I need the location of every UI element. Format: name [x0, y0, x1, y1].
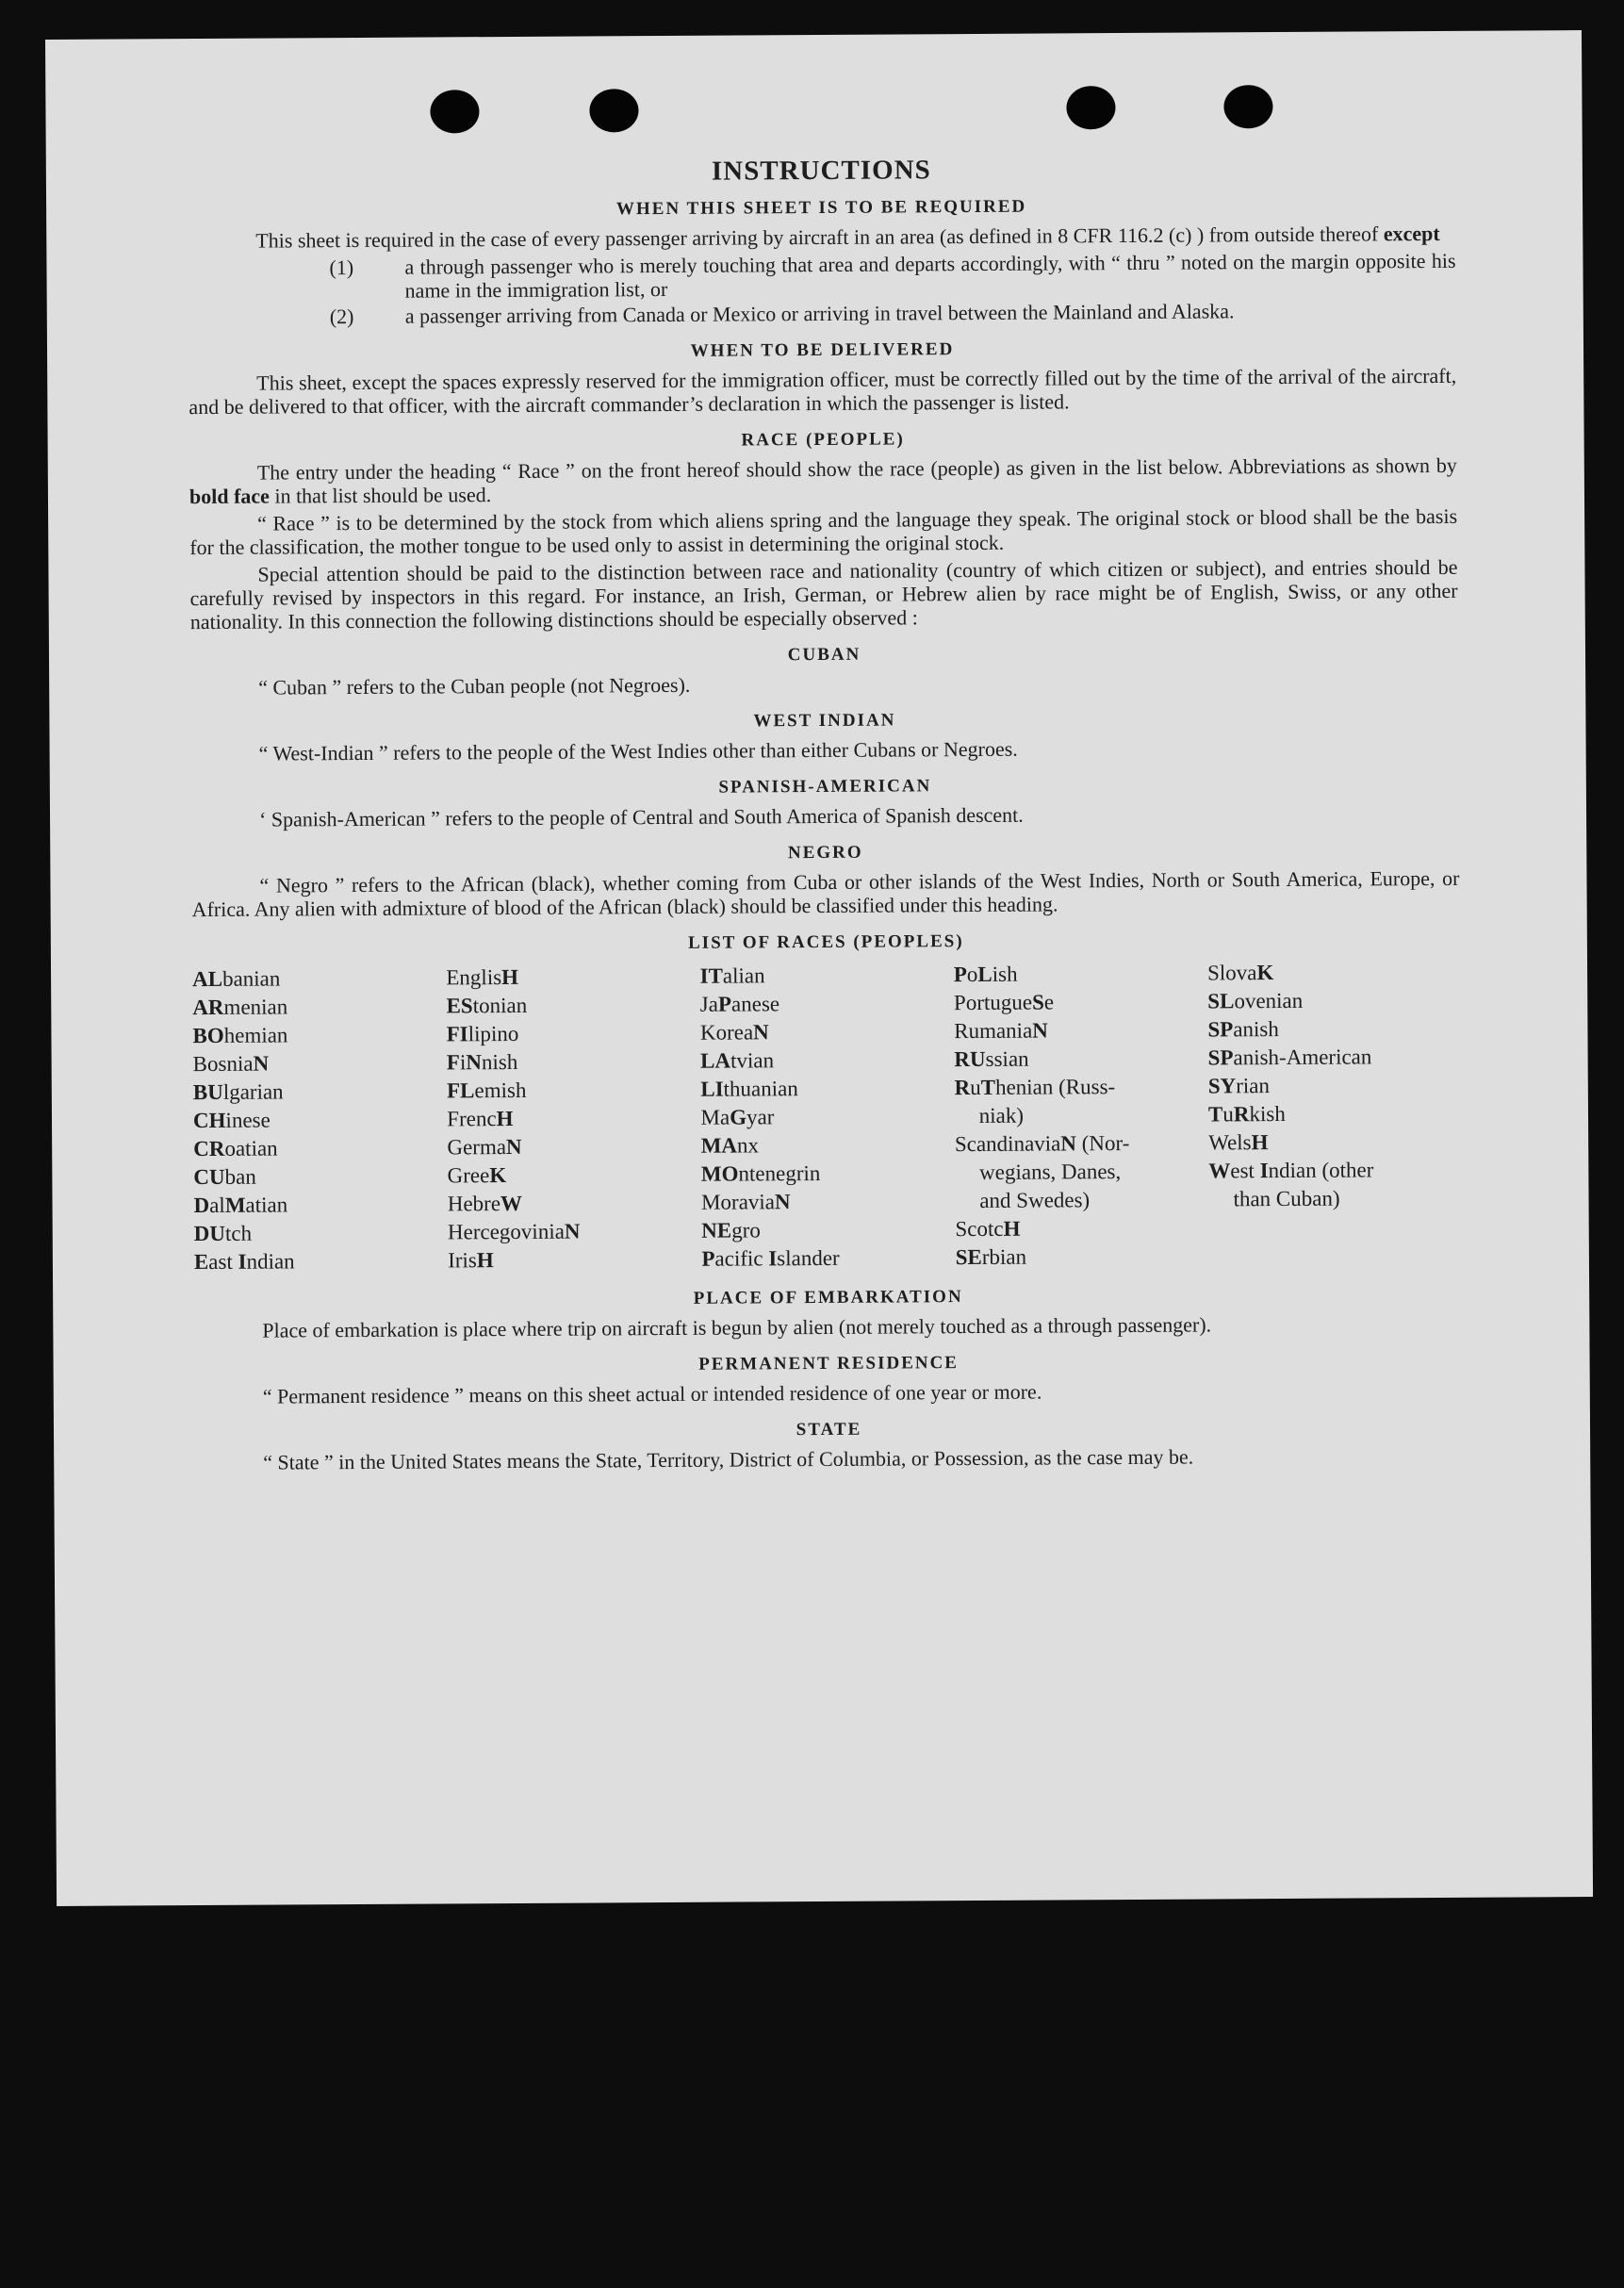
race-entry: wegians, Danes,	[979, 1160, 1122, 1184]
race-entry: RuThenian (Russ-	[954, 1075, 1116, 1100]
section-heading-state: STATE	[796, 1419, 862, 1440]
race-entry: EnglisH	[446, 964, 519, 990]
race-entry: SPanish-American	[1207, 1045, 1372, 1070]
punch-hole	[589, 89, 638, 132]
race-entry: ScandinaviaN (Nor-	[954, 1130, 1130, 1157]
race-entry: CRoatian	[193, 1136, 278, 1161]
race-entry: DalMatian	[193, 1193, 288, 1218]
list-item: (2) a passenger arriving from Canada or Mexico or arriving in travel between the Mainland and Alaska.	[329, 299, 1235, 329]
section-heading-spanish-american: SPANISH-AMERICAN	[718, 776, 932, 798]
race-entry: MaGyar	[700, 1105, 775, 1129]
race-entry: NEgro	[701, 1218, 761, 1243]
race-entry: KoreaN	[699, 1020, 769, 1045]
race-entry: GermaN	[447, 1134, 522, 1160]
race-entry: RumaniaN	[954, 1018, 1048, 1044]
section-heading-cuban: CUBAN	[787, 644, 861, 666]
race-entry: MAnx	[700, 1133, 760, 1158]
race-column	[192, 963, 447, 1276]
race-entry: PoLish	[953, 962, 1018, 987]
paragraph: ‘ Spanish-American ” refers to the people of Central and South America of Spanish descent.	[258, 802, 1024, 831]
race-entry: BUlgarian	[192, 1079, 284, 1105]
race-entry: WelsH	[1208, 1130, 1269, 1155]
race-entry: CHinese	[192, 1108, 271, 1133]
race-entry: LAtvian	[700, 1048, 775, 1073]
race-entry: ARmenian	[192, 995, 288, 1020]
page-title: INSTRUCTIONS	[711, 155, 931, 187]
paragraph: This sheet is required in the case of every passenger arriving by aircraft in an area (as defined in 8 CFR 116.2 (c) ) from outside thereof except	[255, 221, 1440, 253]
race-entry: MoraviaN	[700, 1190, 791, 1214]
race-entry: East Indian	[193, 1249, 295, 1275]
race-entry: GreeK	[447, 1163, 507, 1188]
race-entry: BOhemian	[192, 1023, 288, 1048]
race-entry: and Swedes)	[979, 1188, 1091, 1212]
paragraph: “ Permanent residence ” means on this sheet actual or intended residence of one year or more.	[262, 1379, 1042, 1408]
paragraph: This sheet, except the spaces expressly reserved for the immigration officer, must be correctly filled out by the time of the arrival of the aircraft, and be delivered to that officer, with the aircraft commander’s declaration in which the passenger is listed.	[189, 363, 1457, 420]
race-entry: TuRkish	[1207, 1101, 1286, 1127]
race-entry: LIthuanian	[700, 1077, 798, 1101]
race-entry: PortugueSe	[953, 990, 1055, 1015]
race-entry: BosniaN	[192, 1051, 270, 1077]
race-entry: ITalian	[699, 963, 765, 988]
paragraph: Special attention should be paid to the distinction between race and nationality (country of which citizen or subject), and entries should be carefully revised by inspectors in this regard. For instance, an Irish, German, or Hebrew alien by race might be of English, Swiss, or any other nationality. In this connection the following distinctions should be especially observed :	[189, 554, 1458, 634]
section-heading-west-indian: WEST INDIAN	[753, 710, 896, 732]
race-entry: SPanish	[1207, 1017, 1279, 1042]
bold-text: except	[1383, 221, 1440, 246]
list-item: (1) a through passenger who is merely touching that area and departs accordingly, with “ thru ” noted on the margin opposite his name in the immigration list, or	[329, 248, 1456, 303]
section-heading-permanent-residence: PERMANENT RESIDENCE	[698, 1353, 960, 1374]
race-entry: CUban	[193, 1164, 256, 1190]
race-entry: FLemish	[446, 1078, 527, 1103]
race-column	[446, 963, 700, 1276]
race-entry: IrisH	[448, 1248, 494, 1273]
paragraph: “ Cuban ” refers to the Cuban people (not Negroes).	[258, 672, 691, 700]
race-entry: Pacific Islander	[701, 1245, 840, 1271]
race-entry: HercegoviniaN	[447, 1219, 581, 1244]
race-entry: JaPanese	[699, 992, 780, 1016]
section-heading-when-delivered: WHEN TO BE DELIVERED	[690, 339, 955, 361]
paragraph: Place of embarkation is place where trip on aircraft is begun by alien (not merely touched as a through passenger).	[262, 1312, 1212, 1342]
race-entry: MOntenegrin	[700, 1160, 821, 1186]
race-column	[1207, 958, 1462, 1271]
race-entry: DUtch	[193, 1221, 253, 1246]
races-list	[192, 958, 1462, 1276]
document-sheet	[45, 30, 1593, 1906]
race-entry: than Cuban)	[1233, 1186, 1340, 1211]
section-heading-negro: NEGRO	[787, 842, 863, 864]
race-entry: ALbanian	[192, 966, 281, 992]
race-entry: SErbian	[955, 1244, 1027, 1270]
race-entry: RUssian	[954, 1046, 1029, 1072]
race-entry: FiNnish	[446, 1049, 518, 1075]
race-entry: ScotcH	[955, 1216, 1021, 1242]
paragraph: “ Negro ” refers to the African (black), whether coming from Cuba or other islands of the West Indies, North or South America, Europe, or Africa. Any alien with admixture of blood of the African (black) should be classified under this heading.	[191, 865, 1460, 922]
race-column	[699, 961, 954, 1274]
punch-hole	[430, 90, 479, 133]
punch-hole	[1066, 86, 1115, 129]
section-heading-race: RACE (PEOPLE)	[741, 429, 905, 451]
paragraph: “ State ” in the United States means the State, Territory, District of Columbia, or Possession, as the case may be.	[263, 1444, 1194, 1474]
race-entry: SlovaK	[1206, 961, 1274, 985]
race-entry: niak)	[978, 1103, 1025, 1128]
punch-hole	[1223, 85, 1272, 128]
race-entry: FIlipino	[446, 1021, 519, 1046]
race-entry: HebreW	[447, 1191, 523, 1216]
paragraph: “ West-Indian ” refers to the people of the West Indies other than either Cubans or Negroes.	[258, 736, 1018, 765]
paragraph: The entry under the heading “ Race ” on the front hereof should show the race (people) as given in the list below. Abbreviations as shown by bold face in that list should be used.	[189, 453, 1457, 509]
race-entry: SLovenian	[1207, 988, 1304, 1013]
section-heading-place-of-embarkation: PLACE OF EMBARKATION	[693, 1287, 963, 1309]
section-heading-list-of-races: LIST OF RACES (PEOPLES)	[688, 931, 964, 953]
race-entry: FrencH	[447, 1106, 514, 1131]
race-entry: SYrian	[1207, 1074, 1271, 1098]
race-entry: EStonian	[446, 993, 528, 1018]
race-column	[954, 959, 1208, 1272]
instructions-content	[188, 156, 1463, 1478]
race-entry: West Indian (other	[1208, 1158, 1374, 1183]
paragraph: “ Race ” is to be determined by the stock from which aliens spring and the language they speak. The original stock or blood shall be the basis for the classification, the mother tongue to be used only to assist in determining the original stock.	[189, 503, 1458, 560]
section-heading-when-required: WHEN THIS SHEET IS TO BE REQUIRED	[615, 196, 1027, 220]
